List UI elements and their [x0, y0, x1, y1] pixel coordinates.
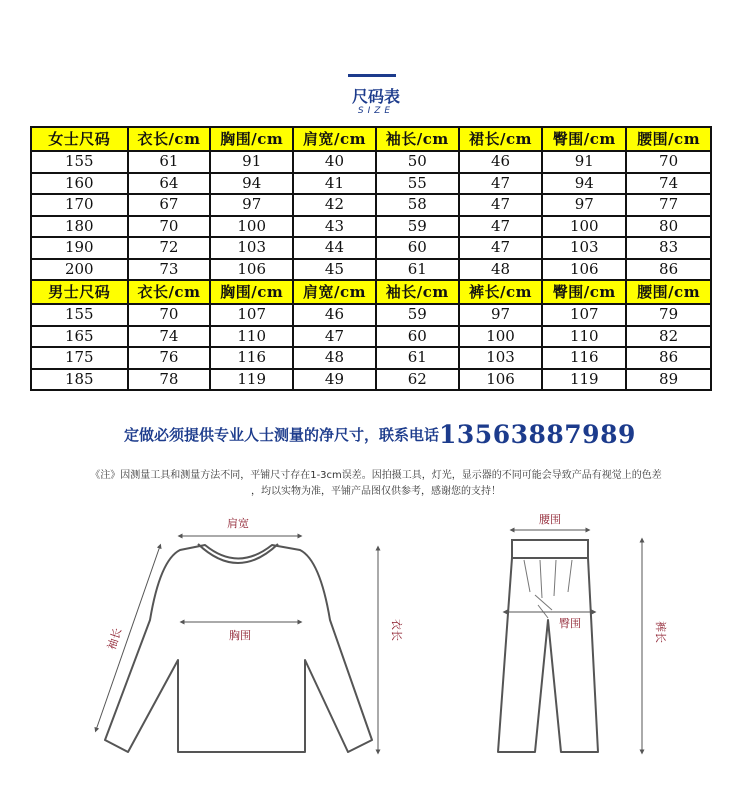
pants-length-label: 裤长 — [654, 621, 667, 643]
men-table-cell: 97 — [459, 304, 543, 326]
men-table-row — [31, 369, 711, 391]
men-table-cell: 59 — [376, 304, 459, 326]
women-table-cell: 72 — [128, 237, 211, 259]
women-table-cell: 44 — [293, 237, 376, 259]
men-table-cell: 48 — [293, 347, 376, 369]
page-subtitle: SIZE — [357, 106, 395, 116]
men-header-cell: 胸围/cm — [210, 280, 293, 304]
women-table-cell: 97 — [542, 194, 626, 216]
women-table-row — [31, 151, 711, 173]
men-header-cell: 裤长/cm — [459, 280, 543, 304]
men-header-cell: 男士尺码 — [31, 280, 128, 304]
men-table-cell: 155 — [31, 304, 128, 326]
sleeve-label: 袖长 — [105, 626, 125, 652]
women-header-cell: 腰围/cm — [626, 127, 711, 151]
men-table-cell: 116 — [210, 347, 293, 369]
women-table-cell: 86 — [626, 259, 711, 281]
men-table-cell: 106 — [459, 369, 543, 391]
men-table-cell: 100 — [459, 326, 543, 348]
women-table-cell: 48 — [459, 259, 543, 281]
shirt-length-label: 衣长 — [390, 619, 403, 641]
pants-outline — [498, 558, 598, 752]
women-table-cell: 59 — [376, 216, 459, 238]
women-table-cell: 77 — [626, 194, 711, 216]
women-table-cell: 103 — [542, 237, 626, 259]
women-table-cell: 91 — [210, 151, 293, 173]
women-table-cell: 47 — [459, 237, 543, 259]
women-table-cell: 94 — [210, 173, 293, 195]
women-table-cell: 60 — [376, 237, 459, 259]
shoulder-label: 肩宽 — [227, 517, 249, 530]
women-table-cell: 46 — [459, 151, 543, 173]
men-header-cell: 衣长/cm — [128, 280, 211, 304]
men-header-cell: 肩宽/cm — [293, 280, 376, 304]
women-table-cell: 73 — [128, 259, 211, 281]
title-decoration-bar — [348, 74, 396, 77]
women-table-cell: 100 — [210, 216, 293, 238]
women-table-cell: 45 — [293, 259, 376, 281]
men-header-cell: 袖长/cm — [376, 280, 459, 304]
men-table-cell: 79 — [626, 304, 711, 326]
women-table-cell: 67 — [128, 194, 211, 216]
men-header-row — [31, 280, 711, 304]
women-table-cell: 42 — [293, 194, 376, 216]
men-table-cell: 110 — [210, 326, 293, 348]
women-table-cell: 40 — [293, 151, 376, 173]
women-table-cell: 200 — [31, 259, 128, 281]
women-header-cell: 臀围/cm — [542, 127, 626, 151]
women-table-cell: 170 — [31, 194, 128, 216]
men-table-cell: 107 — [542, 304, 626, 326]
men-table-cell: 60 — [376, 326, 459, 348]
women-header-cell: 衣长/cm — [128, 127, 211, 151]
women-table-cell: 100 — [542, 216, 626, 238]
page-title: 尺码表 — [351, 87, 400, 106]
contact-phone: 13563887989 — [439, 420, 636, 449]
men-table-cell: 119 — [210, 369, 293, 391]
contact-line — [124, 420, 636, 449]
women-header-cell: 胸围/cm — [210, 127, 293, 151]
women-table-cell: 47 — [459, 173, 543, 195]
women-table-row — [31, 194, 711, 216]
women-table-row — [31, 237, 711, 259]
men-table-cell: 175 — [31, 347, 128, 369]
men-header-cell: 臀围/cm — [542, 280, 626, 304]
women-size-section — [31, 127, 711, 280]
women-table-cell: 190 — [31, 237, 128, 259]
women-table-cell: 61 — [128, 151, 211, 173]
women-table-cell: 70 — [128, 216, 211, 238]
men-table-cell: 107 — [210, 304, 293, 326]
women-table-row — [31, 259, 711, 281]
women-table-cell: 106 — [210, 259, 293, 281]
women-table-row — [31, 216, 711, 238]
men-table-cell: 110 — [542, 326, 626, 348]
contact-label: 定做必须提供专业人士测量的净尺寸，联系电话 — [124, 426, 440, 444]
men-table-cell: 86 — [626, 347, 711, 369]
women-table-row — [31, 173, 711, 195]
men-header-cell: 腰围/cm — [626, 280, 711, 304]
women-table-cell: 160 — [31, 173, 128, 195]
men-table-cell: 74 — [128, 326, 211, 348]
men-table-cell: 82 — [626, 326, 711, 348]
pants-waistband — [512, 540, 588, 558]
women-table-cell: 91 — [542, 151, 626, 173]
women-header-cell: 女士尺码 — [31, 127, 128, 151]
shirt-drawing — [105, 544, 372, 752]
men-table-cell: 70 — [128, 304, 211, 326]
men-table-cell: 46 — [293, 304, 376, 326]
note-line-2: ，均以实物为准，平铺产品图仅供参考，感谢您的支持！ — [251, 486, 501, 497]
women-table-cell: 47 — [459, 194, 543, 216]
chest-label: 胸围 — [229, 629, 251, 642]
men-table-cell: 119 — [542, 369, 626, 391]
waist-label: 腰围 — [539, 513, 561, 526]
men-table-cell: 116 — [542, 347, 626, 369]
women-table-cell: 94 — [542, 173, 626, 195]
men-table-row — [31, 304, 711, 326]
women-table-cell: 70 — [626, 151, 711, 173]
shirt-outline — [105, 545, 372, 752]
women-header-cell: 肩宽/cm — [293, 127, 376, 151]
women-table-cell: 50 — [376, 151, 459, 173]
women-table-cell: 80 — [626, 216, 711, 238]
women-header-row — [31, 127, 711, 151]
women-header-cell: 裙长/cm — [459, 127, 543, 151]
women-table-cell: 55 — [376, 173, 459, 195]
note-line-1: 《注》因测量工具和测量方法不同，平铺尺寸存在1-3cm误差。因拍摄工具，灯光，显示器的不同可能会导致产品有视觉上的色差 — [90, 470, 662, 481]
women-table-cell: 103 — [210, 237, 293, 259]
women-header-cell: 袖长/cm — [376, 127, 459, 151]
men-table-cell: 103 — [459, 347, 543, 369]
pants-drawing — [498, 540, 598, 752]
men-table-row — [31, 347, 711, 369]
size-table — [30, 126, 712, 391]
women-table-cell: 74 — [626, 173, 711, 195]
men-table-cell: 62 — [376, 369, 459, 391]
men-table-cell: 49 — [293, 369, 376, 391]
hip-label: 臀围 — [559, 617, 581, 630]
men-size-section — [31, 280, 711, 390]
men-table-cell: 47 — [293, 326, 376, 348]
men-table-cell: 61 — [376, 347, 459, 369]
men-table-cell: 89 — [626, 369, 711, 391]
men-table-row — [31, 326, 711, 348]
women-table-cell: 41 — [293, 173, 376, 195]
women-table-cell: 61 — [376, 259, 459, 281]
men-table-cell: 78 — [128, 369, 211, 391]
measurement-diagram — [0, 500, 752, 807]
women-table-cell: 180 — [31, 216, 128, 238]
men-table-cell: 185 — [31, 369, 128, 391]
women-table-cell: 47 — [459, 216, 543, 238]
women-table-cell: 106 — [542, 259, 626, 281]
women-table-cell: 43 — [293, 216, 376, 238]
women-table-cell: 97 — [210, 194, 293, 216]
women-table-cell: 155 — [31, 151, 128, 173]
women-table-cell: 83 — [626, 237, 711, 259]
women-table-cell: 58 — [376, 194, 459, 216]
men-table-cell: 76 — [128, 347, 211, 369]
men-table-cell: 165 — [31, 326, 128, 348]
women-table-cell: 64 — [128, 173, 211, 195]
